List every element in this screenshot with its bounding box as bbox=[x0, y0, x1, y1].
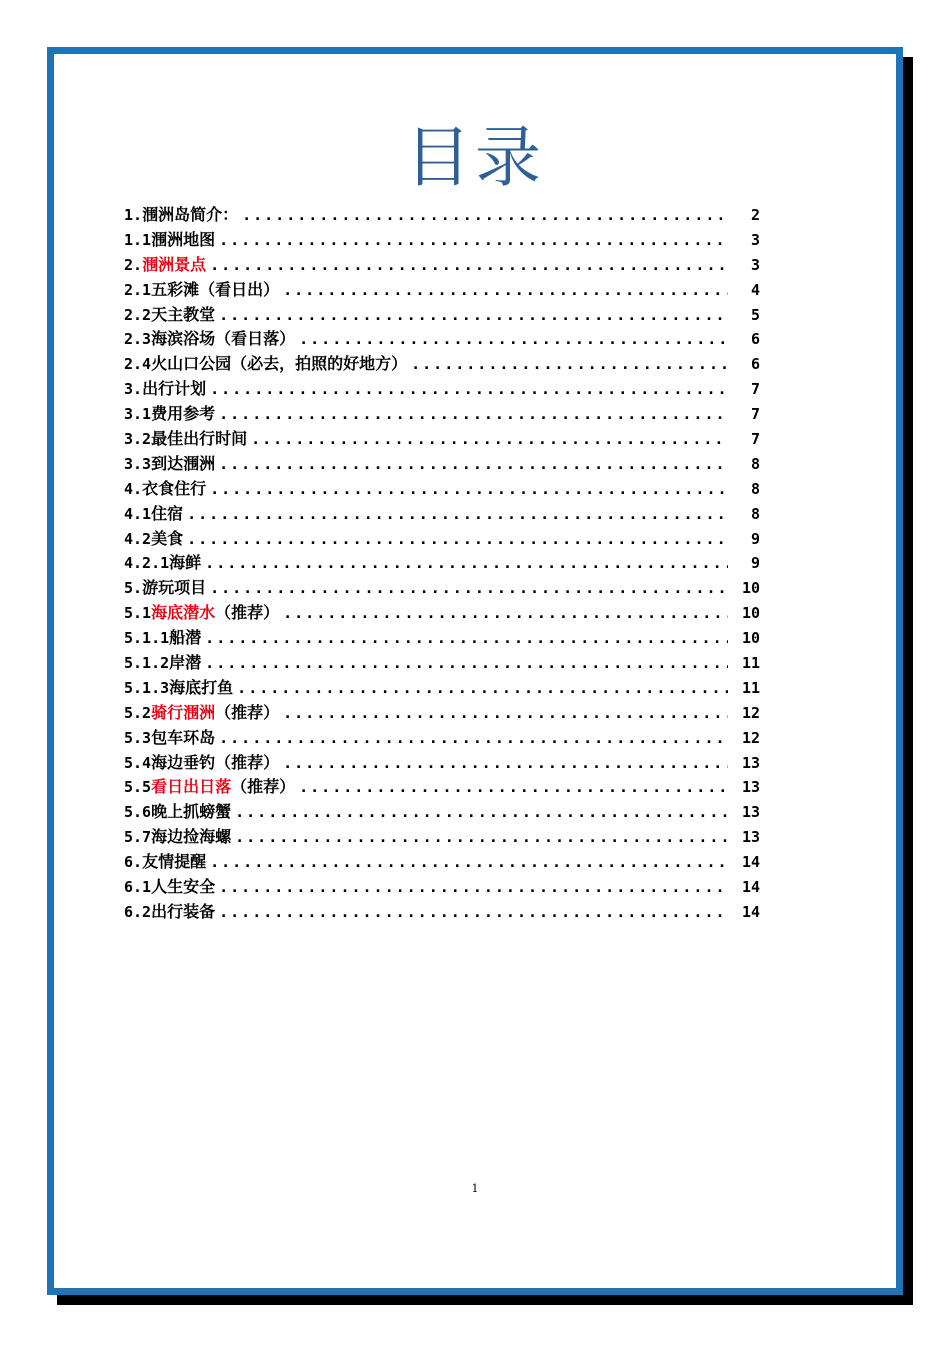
toc-entry-page-number: 13 bbox=[741, 803, 760, 822]
toc-entry-page-number: 7 bbox=[750, 430, 760, 449]
toc-entry-title bbox=[151, 228, 215, 253]
toc-entry-page-number: 11 bbox=[741, 654, 760, 673]
toc-entry-title bbox=[151, 726, 215, 751]
page-number: 1 bbox=[471, 1182, 479, 1195]
toc-entry-leader-dots bbox=[219, 900, 728, 925]
toc-entry[interactable] bbox=[124, 377, 760, 402]
toc-entry-title-text: 出行计划 bbox=[142, 379, 207, 399]
toc-entry[interactable] bbox=[124, 228, 760, 253]
toc-entry[interactable] bbox=[124, 900, 760, 925]
toc-entry-leader-dots bbox=[210, 576, 728, 601]
page-title: 目录 bbox=[405, 119, 545, 196]
table-of-contents bbox=[124, 203, 760, 925]
toc-entry[interactable] bbox=[124, 551, 760, 576]
toc-entry[interactable] bbox=[124, 875, 760, 900]
toc-entry[interactable] bbox=[124, 477, 760, 502]
toc-entry-title bbox=[151, 900, 215, 925]
toc-entry-number: 3.2 bbox=[124, 430, 152, 449]
toc-entry-number: 2.1 bbox=[124, 280, 152, 299]
toc-entry-number: 2. bbox=[124, 255, 143, 274]
toc-entry-number: 5.6 bbox=[124, 803, 152, 822]
toc-entry-title-text: 出行装备 bbox=[151, 901, 216, 921]
toc-entry[interactable] bbox=[124, 601, 760, 626]
toc-entry-leader-dots bbox=[219, 402, 728, 427]
toc-entry-page-number: 3 bbox=[750, 230, 760, 249]
toc-entry-number: 4.2 bbox=[124, 529, 152, 548]
toc-entry[interactable] bbox=[124, 253, 760, 278]
toc-entry-title bbox=[151, 278, 279, 303]
toc-entry-title bbox=[151, 875, 215, 900]
toc-entry[interactable] bbox=[124, 726, 760, 751]
toc-entry-title bbox=[142, 377, 206, 402]
toc-entry[interactable] bbox=[124, 502, 760, 527]
toc-entry-title-text: 衣食住行 bbox=[142, 478, 207, 498]
toc-entry-number: 3.3 bbox=[124, 454, 152, 473]
toc-entry-title-text: 天主教堂 bbox=[151, 304, 216, 324]
toc-entry-page-number: 7 bbox=[750, 380, 760, 399]
toc-entry-page-number: 8 bbox=[750, 454, 760, 473]
toc-entry-title-suffix: （推荐） bbox=[215, 603, 280, 623]
toc-entry-number: 5.1.2 bbox=[124, 654, 170, 673]
toc-entry-title-text: 费用参考 bbox=[151, 404, 216, 424]
toc-entry-title bbox=[151, 800, 231, 825]
toc-entry[interactable] bbox=[124, 402, 760, 427]
toc-entry-page-number: 9 bbox=[750, 529, 760, 548]
toc-entry-page-number: 3 bbox=[750, 255, 760, 274]
toc-entry-title-highlight: 看日出日落 bbox=[151, 777, 232, 797]
toc-entry[interactable] bbox=[124, 800, 760, 825]
toc-entry-page-number: 6 bbox=[750, 330, 760, 349]
toc-entry-leader-dots bbox=[283, 601, 728, 626]
toc-entry-title-text: 岸潜 bbox=[169, 653, 202, 673]
toc-entry-leader-dots bbox=[210, 253, 728, 278]
toc-entry-title bbox=[151, 825, 231, 850]
toc-entry-title bbox=[142, 203, 238, 228]
toc-entry[interactable] bbox=[124, 303, 760, 328]
toc-entry-page-number: 11 bbox=[741, 678, 760, 697]
toc-entry-number: 6.1 bbox=[124, 878, 152, 897]
toc-entry[interactable] bbox=[124, 576, 760, 601]
toc-entry-title-text: 火山口公园（必去，拍照的好地方） bbox=[151, 354, 408, 374]
toc-entry-title-text: 海底打鱼 bbox=[169, 677, 234, 697]
toc-entry-page-number: 5 bbox=[750, 305, 760, 324]
toc-entry-leader-dots bbox=[187, 527, 728, 552]
toc-entry-number: 5.1.3 bbox=[124, 678, 170, 697]
toc-entry-leader-dots bbox=[251, 427, 728, 452]
toc-entry-leader-dots bbox=[299, 775, 728, 800]
toc-entry-title-suffix: （推荐） bbox=[215, 702, 280, 722]
toc-entry-title-text: 海边捡海螺 bbox=[151, 827, 232, 847]
toc-entry-number: 3.1 bbox=[124, 405, 152, 424]
toc-entry-page-number: 14 bbox=[741, 878, 760, 897]
toc-entry[interactable] bbox=[124, 327, 760, 352]
toc-entry-number: 2.2 bbox=[124, 305, 152, 324]
toc-entry-number: 2.3 bbox=[124, 330, 152, 349]
toc-entry-title bbox=[151, 601, 279, 626]
toc-entry-leader-dots bbox=[210, 377, 728, 402]
toc-entry[interactable] bbox=[124, 352, 760, 377]
toc-entry-leader-dots bbox=[411, 352, 728, 377]
toc-entry-title-text: 人生安全 bbox=[151, 877, 216, 897]
toc-entry-title-text: 涠洲岛简介： bbox=[142, 205, 239, 224]
toc-entry[interactable] bbox=[124, 701, 760, 726]
toc-entry-title-highlight: 海底潜水 bbox=[151, 603, 216, 623]
toc-entry[interactable] bbox=[124, 452, 760, 477]
toc-entry-title bbox=[169, 651, 201, 676]
toc-entry[interactable] bbox=[124, 626, 760, 651]
toc-entry-page-number: 8 bbox=[750, 504, 760, 523]
toc-entry[interactable] bbox=[124, 676, 760, 701]
toc-entry-leader-dots bbox=[283, 751, 728, 776]
toc-entry-number: 6.2 bbox=[124, 902, 152, 921]
toc-entry-title-highlight: 涠洲景点 bbox=[142, 254, 207, 274]
toc-entry[interactable] bbox=[124, 203, 760, 228]
toc-entry-title bbox=[151, 502, 183, 527]
toc-entry-page-number: 12 bbox=[741, 703, 760, 722]
toc-entry[interactable] bbox=[124, 278, 760, 303]
toc-entry[interactable] bbox=[124, 751, 760, 776]
toc-entry-leader-dots bbox=[283, 701, 728, 726]
toc-entry-number: 4. bbox=[124, 479, 143, 498]
toc-entry-title-text: 涠洲地图 bbox=[151, 229, 216, 249]
toc-entry-leader-dots bbox=[219, 726, 728, 751]
toc-entry-page-number: 6 bbox=[750, 355, 760, 374]
toc-entry-title-text: 游玩项目 bbox=[142, 578, 207, 598]
toc-entry-number: 2.4 bbox=[124, 355, 152, 374]
toc-entry-leader-dots bbox=[205, 651, 728, 676]
toc-entry-page-number: 13 bbox=[741, 828, 760, 847]
toc-entry-leader-dots bbox=[235, 800, 728, 825]
toc-entry-leader-dots bbox=[187, 502, 728, 527]
toc-entry-title bbox=[142, 253, 206, 278]
toc-entry-title bbox=[151, 352, 407, 377]
toc-entry-title bbox=[151, 527, 183, 552]
toc-entry-number: 1.1 bbox=[124, 230, 152, 249]
toc-entry-title bbox=[151, 303, 215, 328]
toc-entry-title bbox=[169, 676, 233, 701]
toc-entry-page-number: 7 bbox=[750, 405, 760, 424]
toc-entry-page-number: 12 bbox=[741, 728, 760, 747]
toc-entry-page-number: 9 bbox=[750, 554, 760, 573]
toc-entry-title bbox=[151, 775, 295, 800]
toc-entry-number: 4.1 bbox=[124, 504, 152, 523]
toc-entry-title-text: 美食 bbox=[151, 528, 184, 548]
toc-entry-leader-dots bbox=[242, 203, 728, 228]
toc-entry[interactable] bbox=[124, 427, 760, 452]
toc-entry-title bbox=[151, 427, 247, 452]
toc-entry-number: 5.7 bbox=[124, 828, 152, 847]
toc-entry-title bbox=[151, 402, 215, 427]
toc-entry-title-text: 包车环岛 bbox=[151, 727, 216, 747]
toc-entry-title bbox=[142, 576, 206, 601]
toc-entry-leader-dots bbox=[219, 303, 728, 328]
toc-entry-page-number: 14 bbox=[741, 902, 760, 921]
toc-entry-title-text: 到达涠洲 bbox=[151, 453, 216, 473]
toc-entry-title-text: 友情提醒 bbox=[142, 852, 207, 872]
toc-entry[interactable] bbox=[124, 850, 760, 875]
toc-entry-number: 5.5 bbox=[124, 778, 152, 797]
toc-entry-page-number: 4 bbox=[750, 280, 760, 299]
toc-entry-number: 5.2 bbox=[124, 703, 152, 722]
toc-entry-title bbox=[151, 452, 215, 477]
toc-entry-number: 6. bbox=[124, 853, 143, 872]
toc-entry-leader-dots bbox=[283, 278, 728, 303]
toc-entry-title-text: 海边垂钓（推荐） bbox=[151, 752, 280, 772]
toc-entry-title-text: 海滨浴场（看日落） bbox=[151, 329, 296, 349]
toc-entry-title bbox=[142, 477, 206, 502]
toc-entry-title-text: 船潜 bbox=[169, 628, 202, 648]
toc-entry-leader-dots bbox=[205, 626, 728, 651]
toc-entry-leader-dots bbox=[219, 228, 728, 253]
toc-entry-page-number: 8 bbox=[750, 479, 760, 498]
toc-entry-title bbox=[151, 327, 295, 352]
toc-entry-number: 3. bbox=[124, 380, 143, 399]
toc-entry-number: 5.4 bbox=[124, 753, 152, 772]
toc-entry[interactable] bbox=[124, 527, 760, 552]
toc-entry-number: 1. bbox=[124, 206, 143, 224]
toc-entry-page-number: 2 bbox=[750, 206, 760, 224]
toc-entry-page-number: 10 bbox=[741, 604, 760, 623]
toc-entry-title-text: 海鲜 bbox=[169, 553, 202, 573]
toc-entry-page-number: 13 bbox=[741, 753, 760, 772]
toc-entry-title-highlight: 骑行涠洲 bbox=[151, 702, 216, 722]
toc-entry-title bbox=[151, 751, 279, 776]
toc-entry-leader-dots bbox=[210, 850, 728, 875]
toc-entry-leader-dots bbox=[210, 477, 728, 502]
toc-entry-title-suffix: （推荐） bbox=[231, 777, 296, 797]
toc-entry-title-text: 最佳出行时间 bbox=[151, 429, 248, 449]
toc-entry-title bbox=[169, 551, 201, 576]
toc-entry[interactable] bbox=[124, 651, 760, 676]
toc-entry-page-number: 13 bbox=[741, 778, 760, 797]
toc-entry-page-number: 10 bbox=[741, 579, 760, 598]
toc-entry-leader-dots bbox=[205, 551, 728, 576]
toc-entry-number: 4.2.1 bbox=[124, 554, 170, 573]
toc-entry-title bbox=[169, 626, 201, 651]
toc-entry-number: 5.1.1 bbox=[124, 629, 170, 648]
toc-entry-leader-dots bbox=[235, 825, 728, 850]
toc-entry-leader-dots bbox=[237, 676, 728, 701]
toc-entry-number: 5.3 bbox=[124, 728, 152, 747]
toc-entry[interactable] bbox=[124, 825, 760, 850]
toc-entry-leader-dots bbox=[219, 452, 728, 477]
toc-entry-title-text: 住宿 bbox=[151, 503, 184, 523]
toc-entry-leader-dots bbox=[219, 875, 728, 900]
toc-entry-title-text: 晚上抓螃蟹 bbox=[151, 802, 232, 822]
toc-entry-title bbox=[151, 701, 279, 726]
toc-entry-page-number: 10 bbox=[741, 629, 760, 648]
toc-entry-leader-dots bbox=[299, 327, 728, 352]
toc-entry-page-number: 14 bbox=[741, 853, 760, 872]
toc-entry-title-text: 五彩滩（看日出） bbox=[151, 279, 280, 299]
toc-entry-number: 5. bbox=[124, 579, 143, 598]
toc-entry-number: 5.1 bbox=[124, 604, 152, 623]
toc-entry-title bbox=[142, 850, 206, 875]
toc-entry[interactable] bbox=[124, 775, 760, 800]
